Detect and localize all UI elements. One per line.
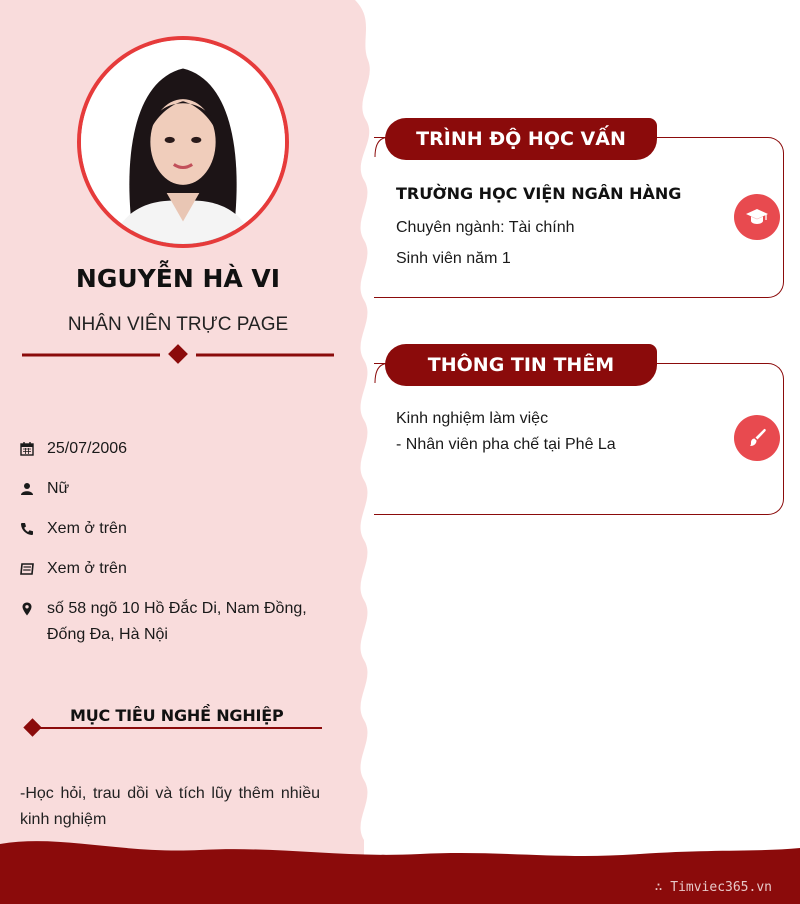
title-divider bbox=[22, 344, 334, 366]
portrait-illustration bbox=[81, 40, 285, 244]
address-text: số 58 ngõ 10 Hồ Đắc Di, Nam Đồng, Đống Đa, Hà Nội bbox=[47, 600, 307, 643]
contact-birthday bbox=[20, 440, 317, 462]
additional-info-line: Kinh nghiệm làm việc bbox=[396, 410, 549, 427]
phone-icon bbox=[20, 522, 34, 536]
contact-email bbox=[20, 560, 317, 582]
education-section-title: TRÌNH ĐỘ HỌC VẤN bbox=[385, 118, 657, 160]
contact-gender bbox=[20, 480, 317, 502]
education-major: Chuyên ngành: Tài chính bbox=[396, 219, 575, 236]
candidate-name: NGUYỄN HÀ VI bbox=[75, 264, 281, 293]
education-card bbox=[374, 137, 784, 298]
graduation-cap-icon bbox=[745, 205, 769, 229]
school-name: TRƯỜNG HỌC VIỆN NGÂN HÀNG bbox=[396, 184, 682, 203]
career-goal-text: -Học hỏi, trau dồi và tích lũy thêm nhiều kinh nghiệm bbox=[20, 785, 320, 828]
career-goal-title: MỤC TIÊU NGHỀ NGHIỆP bbox=[70, 706, 284, 725]
education-icon-badge bbox=[734, 194, 780, 240]
map-marker-icon bbox=[20, 602, 34, 616]
contact-phone bbox=[20, 520, 317, 542]
user-icon bbox=[20, 482, 34, 496]
email-icon bbox=[20, 562, 34, 576]
additional-info-section-title: THÔNG TIN THÊM bbox=[385, 344, 657, 386]
job-title: NHÂN VIÊN TRỰC PAGE bbox=[67, 314, 289, 335]
phone-text: Xem ở trên bbox=[47, 520, 127, 537]
calendar-icon bbox=[20, 442, 34, 456]
contact-address bbox=[20, 600, 317, 648]
gender-text: Nữ bbox=[47, 480, 70, 497]
birthday-text: 25/07/2006 bbox=[47, 440, 128, 457]
additional-info-line: - Nhân viên pha chế tại Phê La bbox=[396, 436, 616, 453]
additional-info-icon-badge bbox=[734, 415, 780, 461]
watermark: ∴ Timviec365.vn bbox=[654, 880, 772, 895]
email-text: Xem ở trên bbox=[47, 560, 127, 577]
paint-brush-icon bbox=[745, 426, 769, 450]
education-year: Sinh viên năm 1 bbox=[396, 250, 511, 267]
profile-photo bbox=[77, 36, 289, 248]
